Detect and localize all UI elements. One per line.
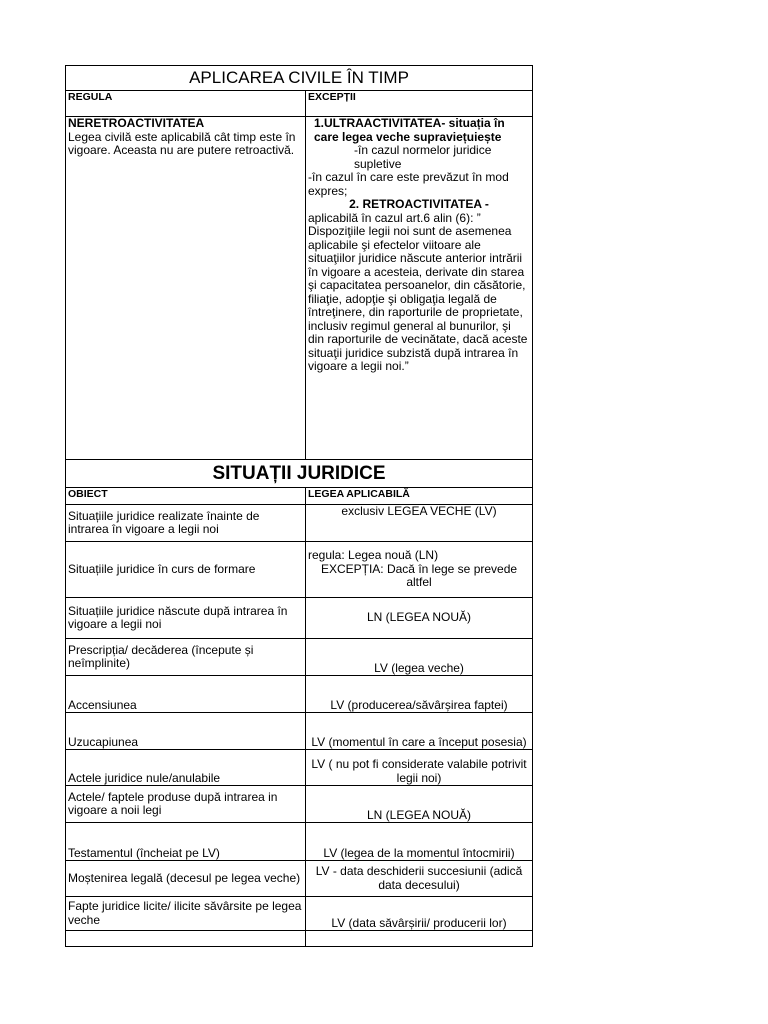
ultra-case-2: -în cazul în care este prevăzut în mod expres;	[308, 170, 509, 198]
table-row	[66, 676, 533, 713]
retro-heading: 2. RETROACTIVITATEA -	[349, 197, 489, 211]
row-object: Accensiunea	[66, 676, 306, 713]
row-law: LV (data săvârșirii/ producerii lor)	[306, 897, 533, 931]
row-law: LV (producerea/săvârșirea faptei)	[306, 676, 533, 713]
row-law: LV - data deschiderii succesiunii (adică data decesului)	[306, 861, 533, 897]
row-object: Prescripția/ decăderea (începute și neîmplinite)	[66, 639, 306, 676]
table-row	[66, 897, 533, 931]
table-row	[66, 505, 533, 542]
exceptions-cell	[306, 117, 533, 460]
row-object: Fapte juridice licite/ ilicite săvârsite pe legea veche	[66, 897, 306, 931]
table-row-empty	[66, 931, 533, 947]
row-law-rule: regula: Legea nouă (LN)	[308, 548, 439, 563]
row-law: LV (legea veche)	[306, 639, 533, 676]
ultra-case-1: -în cazul normelor juridice supletive	[354, 143, 492, 171]
row-law: LV ( nu pot fi considerate valabile potrivit legii noi)	[306, 750, 533, 786]
legal-table	[65, 65, 533, 947]
row-object: Situațiile juridice născute după intrarea în vigoare a legii noi	[66, 598, 306, 639]
row-law: LV (legea de la momentul întocmirii)	[306, 823, 533, 861]
header-object: OBIECT	[66, 488, 306, 505]
row-object: Actele juridice nule/anulabile	[66, 750, 306, 786]
retro-text: aplicabilă în cazul art.6 alin (6): ” Dispoziţiile legii noi sunt de asemenea aplicabile şi efectelor viitoare ale situaţiilor juridice născute anterior intrării în vigoare a acesteia, derivate din starea şi capacitatea persoanelor, din căsătorie, filiaţie, adopţie şi obligaţia legală de întreţinere, din raporturile de proprietate, inclusiv regimul general al bunurilor, şi din raporturile de vecinătate, dacă aceste situaţii juridice subzistă după intrarea în vigoare a legii noi.”	[308, 210, 528, 373]
table-row	[66, 713, 533, 750]
table-row	[66, 750, 533, 786]
rule-cell	[66, 117, 306, 460]
row-object: Situațiile juridice în curs de formare	[66, 542, 306, 598]
section2-title: SITUAȚII JURIDICE	[66, 460, 533, 488]
table-row	[66, 861, 533, 897]
row-law-exception: EXCEPȚIA: Dacă în lege se prevede altfel	[320, 561, 518, 590]
row-object: Uzucapiunea	[66, 713, 306, 750]
rule-text: Legea civilă este aplicabilă cât timp este în vigoare. Aceasta nu are putere retroactivă.	[68, 129, 296, 157]
row-law: LN (LEGEA NOUĂ)	[306, 786, 533, 823]
row-object: Situațiile juridice realizate înainte de intrarea în vigoare a legii noi	[66, 505, 306, 542]
table-row	[66, 823, 533, 861]
header-rule: REGULA	[66, 91, 306, 117]
table-row	[66, 639, 533, 676]
empty-cell	[66, 931, 306, 947]
row-law	[306, 542, 533, 598]
row-law: LN (LEGEA NOUĂ)	[306, 598, 533, 639]
table-title: APLICAREA CIVILE ÎN TIMP	[66, 66, 533, 91]
row-law: LV (momentul în care a început posesia)	[306, 713, 533, 750]
row-law: exclusiv LEGEA VECHE (LV)	[306, 505, 533, 542]
empty-cell	[306, 931, 533, 947]
row-object: Testamentul (încheiat pe LV)	[66, 823, 306, 861]
table-row	[66, 598, 533, 639]
table-row	[66, 786, 533, 823]
ultra-heading: 1.ULTRAACTIVITATEA- situația în care legea veche supraviețuiește	[314, 116, 505, 144]
header-law: LEGEA APLICABILĂ	[306, 488, 533, 505]
rule-heading: NERETROACTIVITATEA	[68, 116, 205, 130]
table-row	[66, 542, 533, 598]
header-exceptions: EXCEPȚII	[306, 91, 533, 117]
row-object: Actele/ faptele produse după intrarea in vigoare a noii legi	[66, 786, 306, 823]
row-object: Moștenirea legală (decesul pe legea veche)	[66, 861, 306, 897]
